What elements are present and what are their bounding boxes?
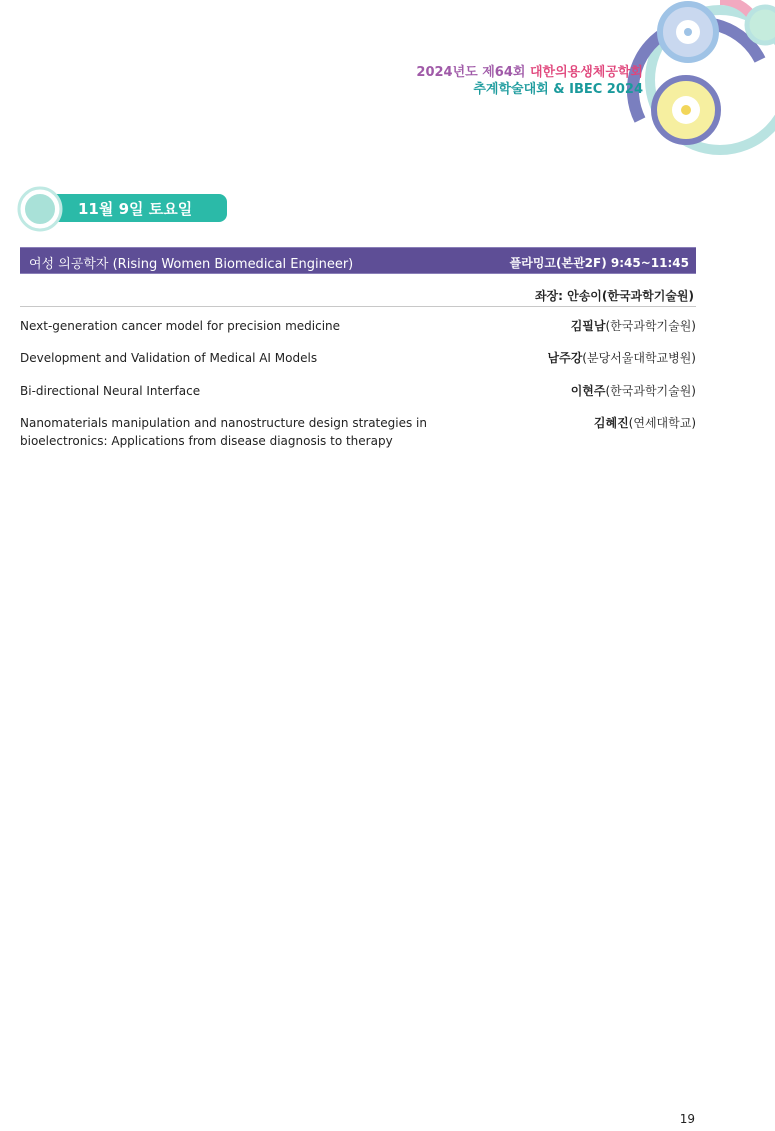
speaker-name: 김필남 — [570, 319, 606, 333]
speaker-name: 김혜진 — [593, 416, 629, 430]
session-location-time: 플라밍고(본관2F) 9:45~11:45 — [509, 256, 689, 270]
session-header — [20, 247, 696, 274]
talk-item — [20, 349, 696, 367]
talk-item — [20, 414, 696, 450]
talk-item — [20, 382, 696, 400]
talk-speaker — [548, 349, 696, 367]
talk-speaker — [571, 382, 696, 400]
speaker-name: 이현주 — [570, 384, 606, 398]
talk-title: Bi-directional Neural Interface — [20, 384, 201, 398]
talk-speaker — [594, 414, 696, 432]
conference-title — [416, 64, 643, 98]
date-tag — [52, 194, 227, 222]
talk-title: Next-generation cancer model for precision medicine — [20, 319, 341, 333]
speaker-affiliation: (분당서울대학교병원) — [582, 351, 696, 365]
date-label: 11월 9일 토요일 — [78, 200, 193, 218]
session-name: 여성 의공학자 (Rising Women Biomedical Engineer) — [29, 257, 354, 272]
talk-title: Development and Validation of Medical AI Models — [20, 351, 318, 365]
conference-title-year: 2024년도 제64회 — [416, 65, 530, 80]
divider — [20, 306, 696, 307]
page-number: 19 — [679, 1112, 695, 1126]
talk-item — [20, 317, 696, 335]
speaker-affiliation: (한국과학기술원) — [605, 319, 696, 333]
date-tag-circle-icon — [17, 186, 63, 232]
speaker-affiliation: (연세대학교) — [628, 416, 696, 430]
conference-title-society: 대한의용생체공학회 — [529, 65, 643, 80]
session-chair: 좌장: 안송이(한국과학기술원) — [534, 289, 694, 303]
talk-title: Nanomaterials manipulation and nanostructure design strategies in bioelectronics: Applications from disease diagnosis to therapy — [20, 416, 427, 448]
speaker-affiliation: (한국과학기술원) — [605, 384, 696, 398]
talk-speaker — [571, 317, 696, 335]
conference-title-event: 추계학술대회 & IBEC 2024 — [473, 82, 643, 97]
speaker-name: 남주강 — [547, 351, 583, 365]
